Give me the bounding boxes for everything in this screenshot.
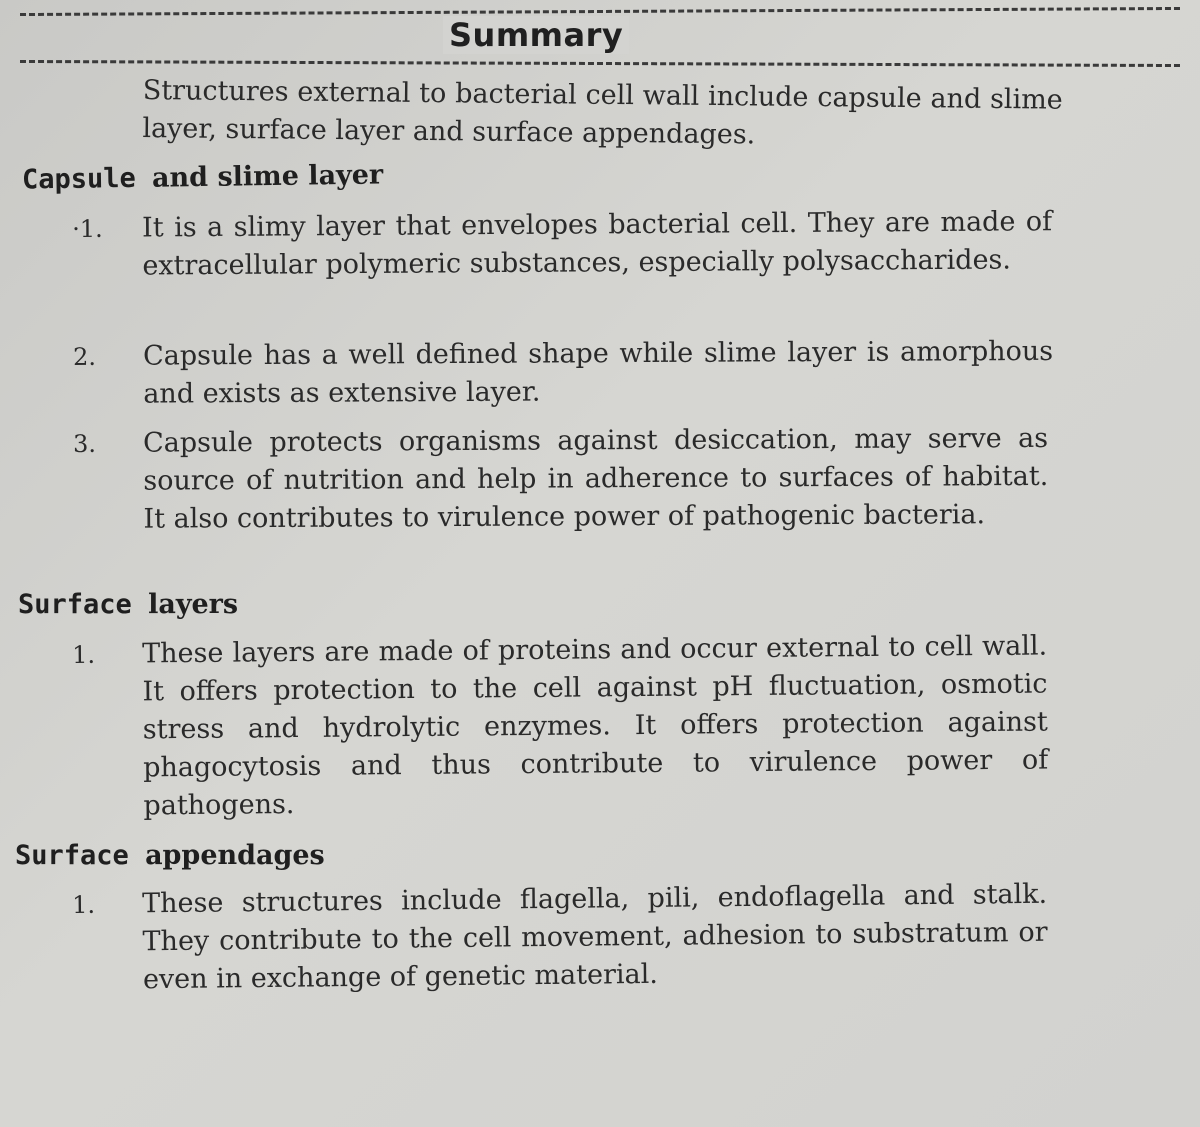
item-number: 1. [72, 890, 96, 919]
heading-word: Capsule [21, 162, 137, 196]
item-number: 1. [72, 640, 96, 669]
item-text: It is a slimy layer that envelopes bacterial cell. They are made of extracellular polymeric substances, especially polysaccharides. [142, 206, 1053, 282]
item-text: Capsule protects organisms against desiccation, may serve as source of nutrition and help in adherence to surfaces of habitat. It also contributes to virulence power of pathogenic bacteria. [143, 422, 1049, 535]
heading-rest: and slime layer [151, 159, 384, 194]
item-number: 3. [73, 429, 97, 458]
heading-word: Surface [18, 589, 132, 620]
heading-rest: layers [148, 589, 239, 620]
top-dashed-rule [20, 7, 1180, 16]
item-number: ·1. [72, 214, 103, 243]
summary-intro: Structures external to bacterial cell wall include capsule and slime layer, surface layer and surface appendages. [142, 74, 1063, 151]
section-heading-surface-layers [18, 589, 238, 620]
heading-word: Surface [15, 840, 129, 871]
item-text: These layers are made of proteins and occur external to cell wall. It offers protection to the cell against pH fluctuation, osmotic stress and hydrolytic enzymes. It offers protection against phagocytosis and thus contribute to virulence power of pathogens. [142, 630, 1049, 822]
section-heading-capsule [22, 159, 384, 195]
item-text: Capsule has a well defined shape while slime layer is amorphous and exists as extensive layer. [143, 335, 1054, 410]
heading-rest: appendages [145, 840, 325, 871]
page-title: Summary [443, 16, 629, 54]
item-text: These structures include flagella, pili, endoflagella and stalk. They contribute to the cell movement, adhesion to substratum or even in exchange of genetic material. [142, 878, 1048, 996]
section-heading-surface-appendages [15, 840, 325, 871]
item-number: 2. [73, 342, 97, 371]
bottom-dashed-rule [20, 60, 1180, 67]
